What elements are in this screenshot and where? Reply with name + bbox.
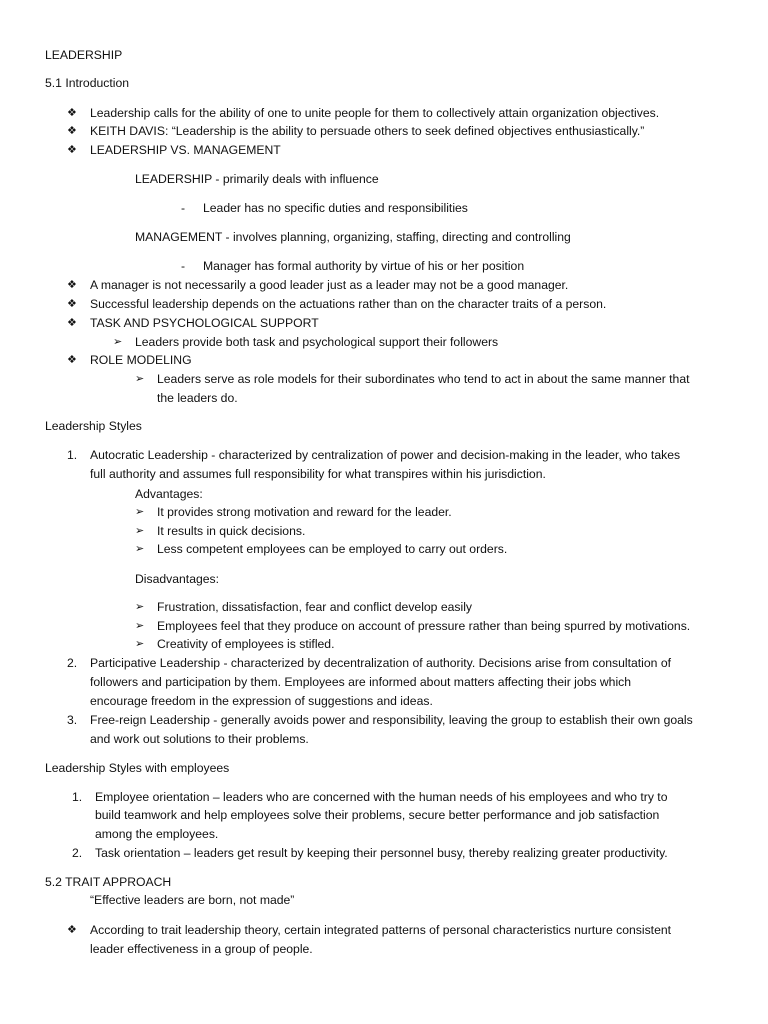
trait-theory-bullet: According to trait leadership theory, certain integrated patterns of personal characteristics nurture consistent bbox=[90, 923, 672, 937]
bullet-manager-leader: A manager is not necessarily a good leader just as a leader may not be a good manager. bbox=[90, 278, 569, 292]
diamond-bullet-icon: ❖ bbox=[67, 297, 77, 310]
dash-marker: - bbox=[181, 259, 186, 273]
management-detail: Manager has formal authority by virtue of his or her position bbox=[203, 259, 525, 273]
list-number: 2. bbox=[72, 846, 83, 860]
disadvantage-item: Creativity of employees is stifled. bbox=[157, 637, 335, 651]
arrow-bullet-icon: ➢ bbox=[135, 372, 145, 385]
management-definition: MANAGEMENT - involves planning, organizing, staffing, directing and controlling bbox=[135, 230, 571, 244]
intro-bullet-1: Leadership calls for the ability of one to unite people for them to collectively attain organization objectives. bbox=[90, 106, 660, 120]
arrow-bullet-icon: ➢ bbox=[135, 619, 145, 632]
leadership-detail: Leader has no specific duties and responsibilities bbox=[203, 201, 468, 215]
arrow-bullet-icon: ➢ bbox=[135, 542, 145, 555]
participative-leadership-cont: followers and participation by them. Employees are informed about matters affecting their jobs which bbox=[90, 675, 632, 689]
free-reign-leadership: Free-reign Leadership - generally avoids power and responsibility, leaving the group to establish their own goals bbox=[90, 713, 693, 727]
arrow-bullet-icon: ➢ bbox=[135, 524, 145, 537]
task-support-detail: Leaders provide both task and psychological support their followers bbox=[135, 335, 499, 349]
participative-leadership: Participative Leadership - characterized by decentralization of authority. Decisions arise from consultation of bbox=[90, 656, 672, 670]
bullet-task-support: TASK AND PSYCHOLOGICAL SUPPORT bbox=[90, 316, 319, 330]
styles-heading: Leadership Styles bbox=[45, 419, 142, 433]
diamond-bullet-icon: ❖ bbox=[67, 353, 77, 366]
diamond-bullet-icon: ❖ bbox=[67, 143, 77, 156]
employee-orientation-cont: build teamwork and help employees solve their problems, secure better performance and job satisfaction bbox=[95, 808, 660, 822]
disadvantages-label: Disadvantages: bbox=[135, 572, 220, 586]
advantage-item: Less competent employees can be employed to carry out orders. bbox=[157, 542, 508, 556]
list-number: 2. bbox=[67, 656, 78, 670]
disadvantage-item: Employees feel that they produce on account of pressure rather than being spurred by motivations. bbox=[157, 619, 691, 633]
free-reign-leadership-cont: and work out solutions to their problems. bbox=[90, 732, 309, 746]
arrow-bullet-icon: ➢ bbox=[135, 637, 145, 650]
participative-leadership-cont: encourage freedom in the expression of suggestions and ideas. bbox=[90, 694, 433, 708]
intro-heading: 5.1 Introduction bbox=[45, 76, 130, 90]
bullet-successful-leadership: Successful leadership depends on the actuations rather than on the character traits of a person. bbox=[90, 297, 607, 311]
advantage-item: It provides strong motivation and reward for the leader. bbox=[157, 505, 452, 519]
list-number: 1. bbox=[72, 790, 83, 804]
role-modeling-detail-cont: the leaders do. bbox=[157, 391, 238, 405]
intro-bullet-2: KEITH DAVIS: “Leadership is the ability to persuade others to seek defined objectives enthusiastically.” bbox=[90, 124, 645, 138]
dash-marker: - bbox=[181, 201, 186, 215]
leadership-definition: LEADERSHIP - primarily deals with influence bbox=[135, 172, 379, 186]
employee-orientation-cont: among the employees. bbox=[95, 827, 219, 841]
task-orientation: Task orientation – leaders get result by keeping their personnel busy, thereby realizing greater productivity. bbox=[95, 846, 668, 860]
trait-quote: “Effective leaders are born, not made” bbox=[90, 893, 295, 907]
diamond-bullet-icon: ❖ bbox=[67, 278, 77, 291]
styles-employees-heading: Leadership Styles with employees bbox=[45, 761, 230, 775]
bullet-role-modeling: ROLE MODELING bbox=[90, 353, 192, 367]
diamond-bullet-icon: ❖ bbox=[67, 124, 77, 137]
autocratic-leadership-cont: full authority and assumes full responsibility for what transpires within his jurisdiction. bbox=[90, 467, 546, 481]
diamond-bullet-icon: ❖ bbox=[67, 106, 77, 119]
list-number: 1. bbox=[67, 448, 78, 462]
trait-theory-bullet-cont: leader effectiveness in a group of people. bbox=[90, 942, 313, 956]
arrow-bullet-icon: ➢ bbox=[135, 600, 145, 613]
advantage-item: It results in quick decisions. bbox=[157, 524, 306, 538]
autocratic-leadership: Autocratic Leadership - characterized by centralization of power and decision-making in the leader, who takes bbox=[90, 448, 681, 462]
arrow-bullet-icon: ➢ bbox=[113, 335, 123, 348]
employee-orientation: Employee orientation – leaders who are concerned with the human needs of his employees and who try to bbox=[95, 790, 668, 804]
diamond-bullet-icon: ❖ bbox=[67, 316, 77, 329]
arrow-bullet-icon: ➢ bbox=[135, 505, 145, 518]
trait-approach-heading: 5.2 TRAIT APPROACH bbox=[45, 875, 172, 889]
list-number: 3. bbox=[67, 713, 78, 727]
document-title: LEADERSHIP bbox=[45, 48, 123, 62]
intro-bullet-3: LEADERSHIP VS. MANAGEMENT bbox=[90, 143, 281, 157]
role-modeling-detail: Leaders serve as role models for their subordinates who tend to act in about the same manner that bbox=[157, 372, 690, 386]
diamond-bullet-icon: ❖ bbox=[67, 923, 77, 936]
advantages-label: Advantages: bbox=[135, 487, 203, 501]
disadvantage-item: Frustration, dissatisfaction, fear and conflict develop easily bbox=[157, 600, 473, 614]
